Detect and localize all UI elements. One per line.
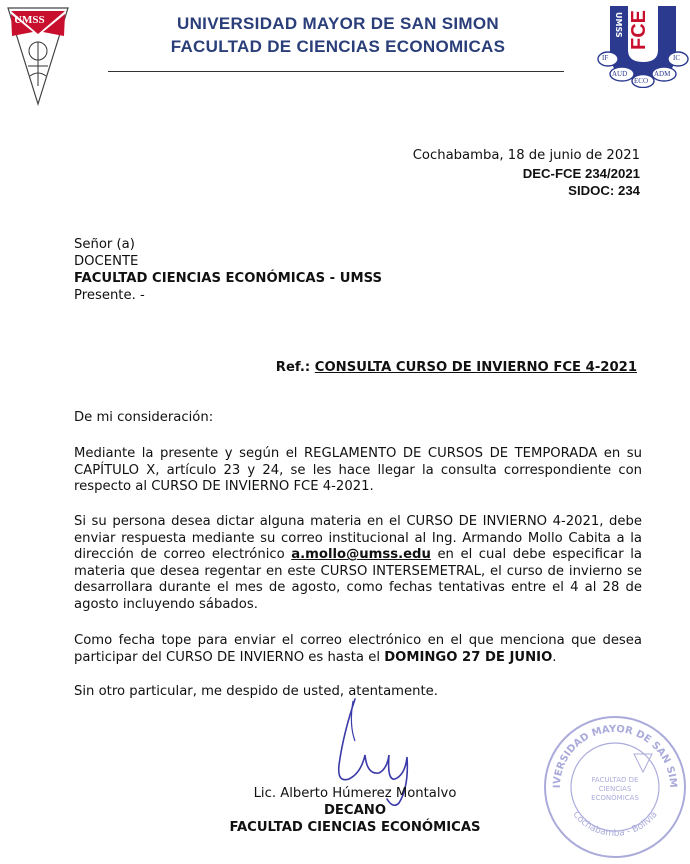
email-link[interactable]: a.mollo@umss.edu bbox=[291, 547, 431, 562]
faculty-title: FACULTAD DE CIENCIAS ECONOMICAS bbox=[170, 37, 506, 56]
recipient-salutation: Señor (a) bbox=[74, 237, 135, 252]
closing-line: Sin otro particular, me despido de usted, atentamente. bbox=[74, 684, 438, 699]
fce-tag-ic: IC bbox=[673, 54, 680, 62]
signer-role: DECANO bbox=[323, 803, 387, 818]
stamp-center-3: ECONÓMICAS bbox=[591, 794, 639, 802]
place-date: Cochabamba, 18 de junio de 2021 bbox=[412, 148, 640, 163]
umss-logo-text: UMSS bbox=[14, 14, 45, 26]
reference-line bbox=[200, 360, 637, 377]
fce-tag-if: IF bbox=[602, 54, 609, 62]
paragraph-1: Mediante la presente y según el REGLAMENTO DE CURSOS DE TEMPORADA en su CAPÍTULO X, artículo 23 y 24, se les hace llegar la consulta correspondiente con respecto al CURSO DE INVIERNO FCE 4-2021. bbox=[74, 446, 642, 494]
paragraph-3 bbox=[74, 633, 642, 666]
paragraph-2 bbox=[74, 514, 642, 613]
fce-logo-text: FCE bbox=[628, 10, 650, 50]
recipient-title: DOCENTE bbox=[74, 254, 139, 269]
fce-logo bbox=[596, 4, 690, 88]
signer-name: Lic. Alberto Húmerez Montalvo bbox=[253, 786, 457, 801]
stamp-center-2: CIENCIAS bbox=[598, 785, 632, 793]
signer-unit: FACULTAD CIENCIAS ECONÓMICAS bbox=[229, 820, 481, 835]
stamp-center-1: FACULTAD DE bbox=[591, 776, 639, 784]
reference-subject: CONSULTA CURSO DE INVIERNO FCE 4-2021 bbox=[314, 360, 637, 375]
umss-logo bbox=[6, 6, 70, 106]
fce-tag-eco: ECO bbox=[634, 77, 648, 85]
paragraph-3-text: Como fecha tope para enviar el correo electrónico en el que menciona que desea participar del CURSO DE INVIERNO es hasta el bbox=[74, 633, 642, 665]
fce-logo-umss: UMSS bbox=[614, 12, 623, 38]
greeting: De mi consideración: bbox=[74, 410, 214, 425]
reference-label: Ref.: bbox=[275, 360, 311, 375]
recipient-faculty: FACULTAD CIENCIAS ECONÓMICAS - UMSS bbox=[74, 271, 382, 286]
official-stamp bbox=[542, 714, 688, 860]
deadline-date: DOMINGO 27 DE JUNIO bbox=[384, 649, 553, 665]
stamp-ring-top: IVERSIDAD MAYOR DE SAN SIM bbox=[551, 723, 679, 789]
header-divider bbox=[108, 71, 564, 72]
fce-tag-aud: AUD bbox=[612, 70, 628, 78]
paragraph-2-text-b: en el cual debe especificar la materia que desea regentar en este CURSO INTERSEMETRAL, el curso de invierno se desarrollara durante el mes de agosto, como fechas tentativas entre el 4 al 28 de agosto incluyendo sábados. bbox=[74, 547, 642, 612]
paragraph-2-text-a: Si su persona desea dictar alguna materia en el CURSO DE INVIERNO 4-2021, debe enviar respuesta mediante su correo institucional al Ing. Armando Mollo Cabita a la dirección de correo electrónico bbox=[74, 514, 642, 562]
fce-tag-adm: ADM bbox=[654, 70, 671, 78]
university-title: UNIVERSIDAD MAYOR DE SAN SIMON bbox=[177, 14, 499, 33]
stamp-ring-bottom: Cochabamba - Bolivia bbox=[570, 809, 660, 840]
document-code: DEC-FCE 234/2021 bbox=[522, 166, 640, 181]
paragraph-3-end: . bbox=[552, 649, 557, 665]
recipient-presente: Presente. - bbox=[74, 288, 145, 303]
svg-text:Cochabamba - Bolivia bbox=[570, 810, 659, 839]
sidoc-number: SIDOC: 234 bbox=[568, 183, 640, 198]
